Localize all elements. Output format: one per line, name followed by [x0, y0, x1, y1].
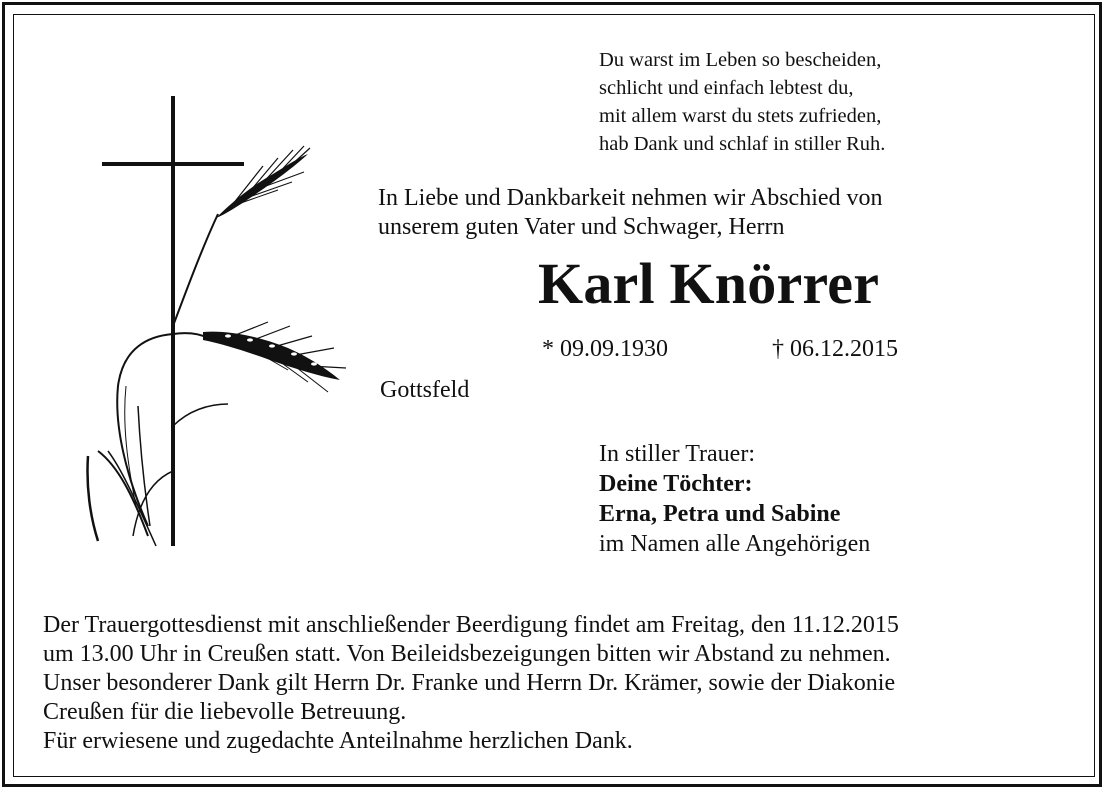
poem-line: schlicht und einfach lebtest du, [599, 77, 854, 99]
funeral-service-notice [43, 611, 899, 756]
hometown: Gottsfeld [380, 377, 470, 403]
poem-line: Du warst im Leben so bescheiden, [599, 49, 882, 71]
cross-with-wheat-icon [78, 86, 358, 556]
death-date: † 06.12.2015 [772, 336, 898, 362]
intro-line: unserem guten Vater und Schwager, Herrn [378, 214, 785, 240]
daughters-names: Erna, Petra und Sabine [599, 501, 841, 527]
mourners-block [599, 439, 870, 559]
deceased-name: Karl Knörrer [538, 251, 880, 316]
service-line: Creußen für die liebevolle Betreuung. [43, 699, 407, 725]
birth-date: * 09.09.1930 [542, 336, 668, 362]
farewell-intro [378, 184, 883, 242]
service-line: Der Trauergottesdienst mit anschließender Beerdigung findet am Freitag, den 11.12.2015 [43, 612, 899, 638]
daughters-label: Deine Töchter: [599, 471, 753, 497]
poem-line: hab Dank und schlaf in stiller Ruh. [599, 133, 886, 155]
memorial-poem [599, 46, 885, 158]
mourners-heading: In stiller Trauer: [599, 441, 755, 467]
service-line: um 13.00 Uhr in Creußen statt. Von Beileidsbezeigungen bitten wir Abstand zu nehmen. [43, 641, 891, 667]
service-line: Unser besonderer Dank gilt Herrn Dr. Franke und Herrn Dr. Krämer, sowie der Diakonie [43, 670, 896, 696]
poem-line: mit allem warst du stets zufrieden, [599, 105, 882, 127]
intro-line: In Liebe und Dankbarkeit nehmen wir Abschied von [378, 185, 883, 211]
service-line: Für erwiesene und zugedachte Anteilnahme herzlichen Dank. [43, 728, 633, 754]
relatives-closing: im Namen alle Angehörigen [599, 531, 871, 557]
